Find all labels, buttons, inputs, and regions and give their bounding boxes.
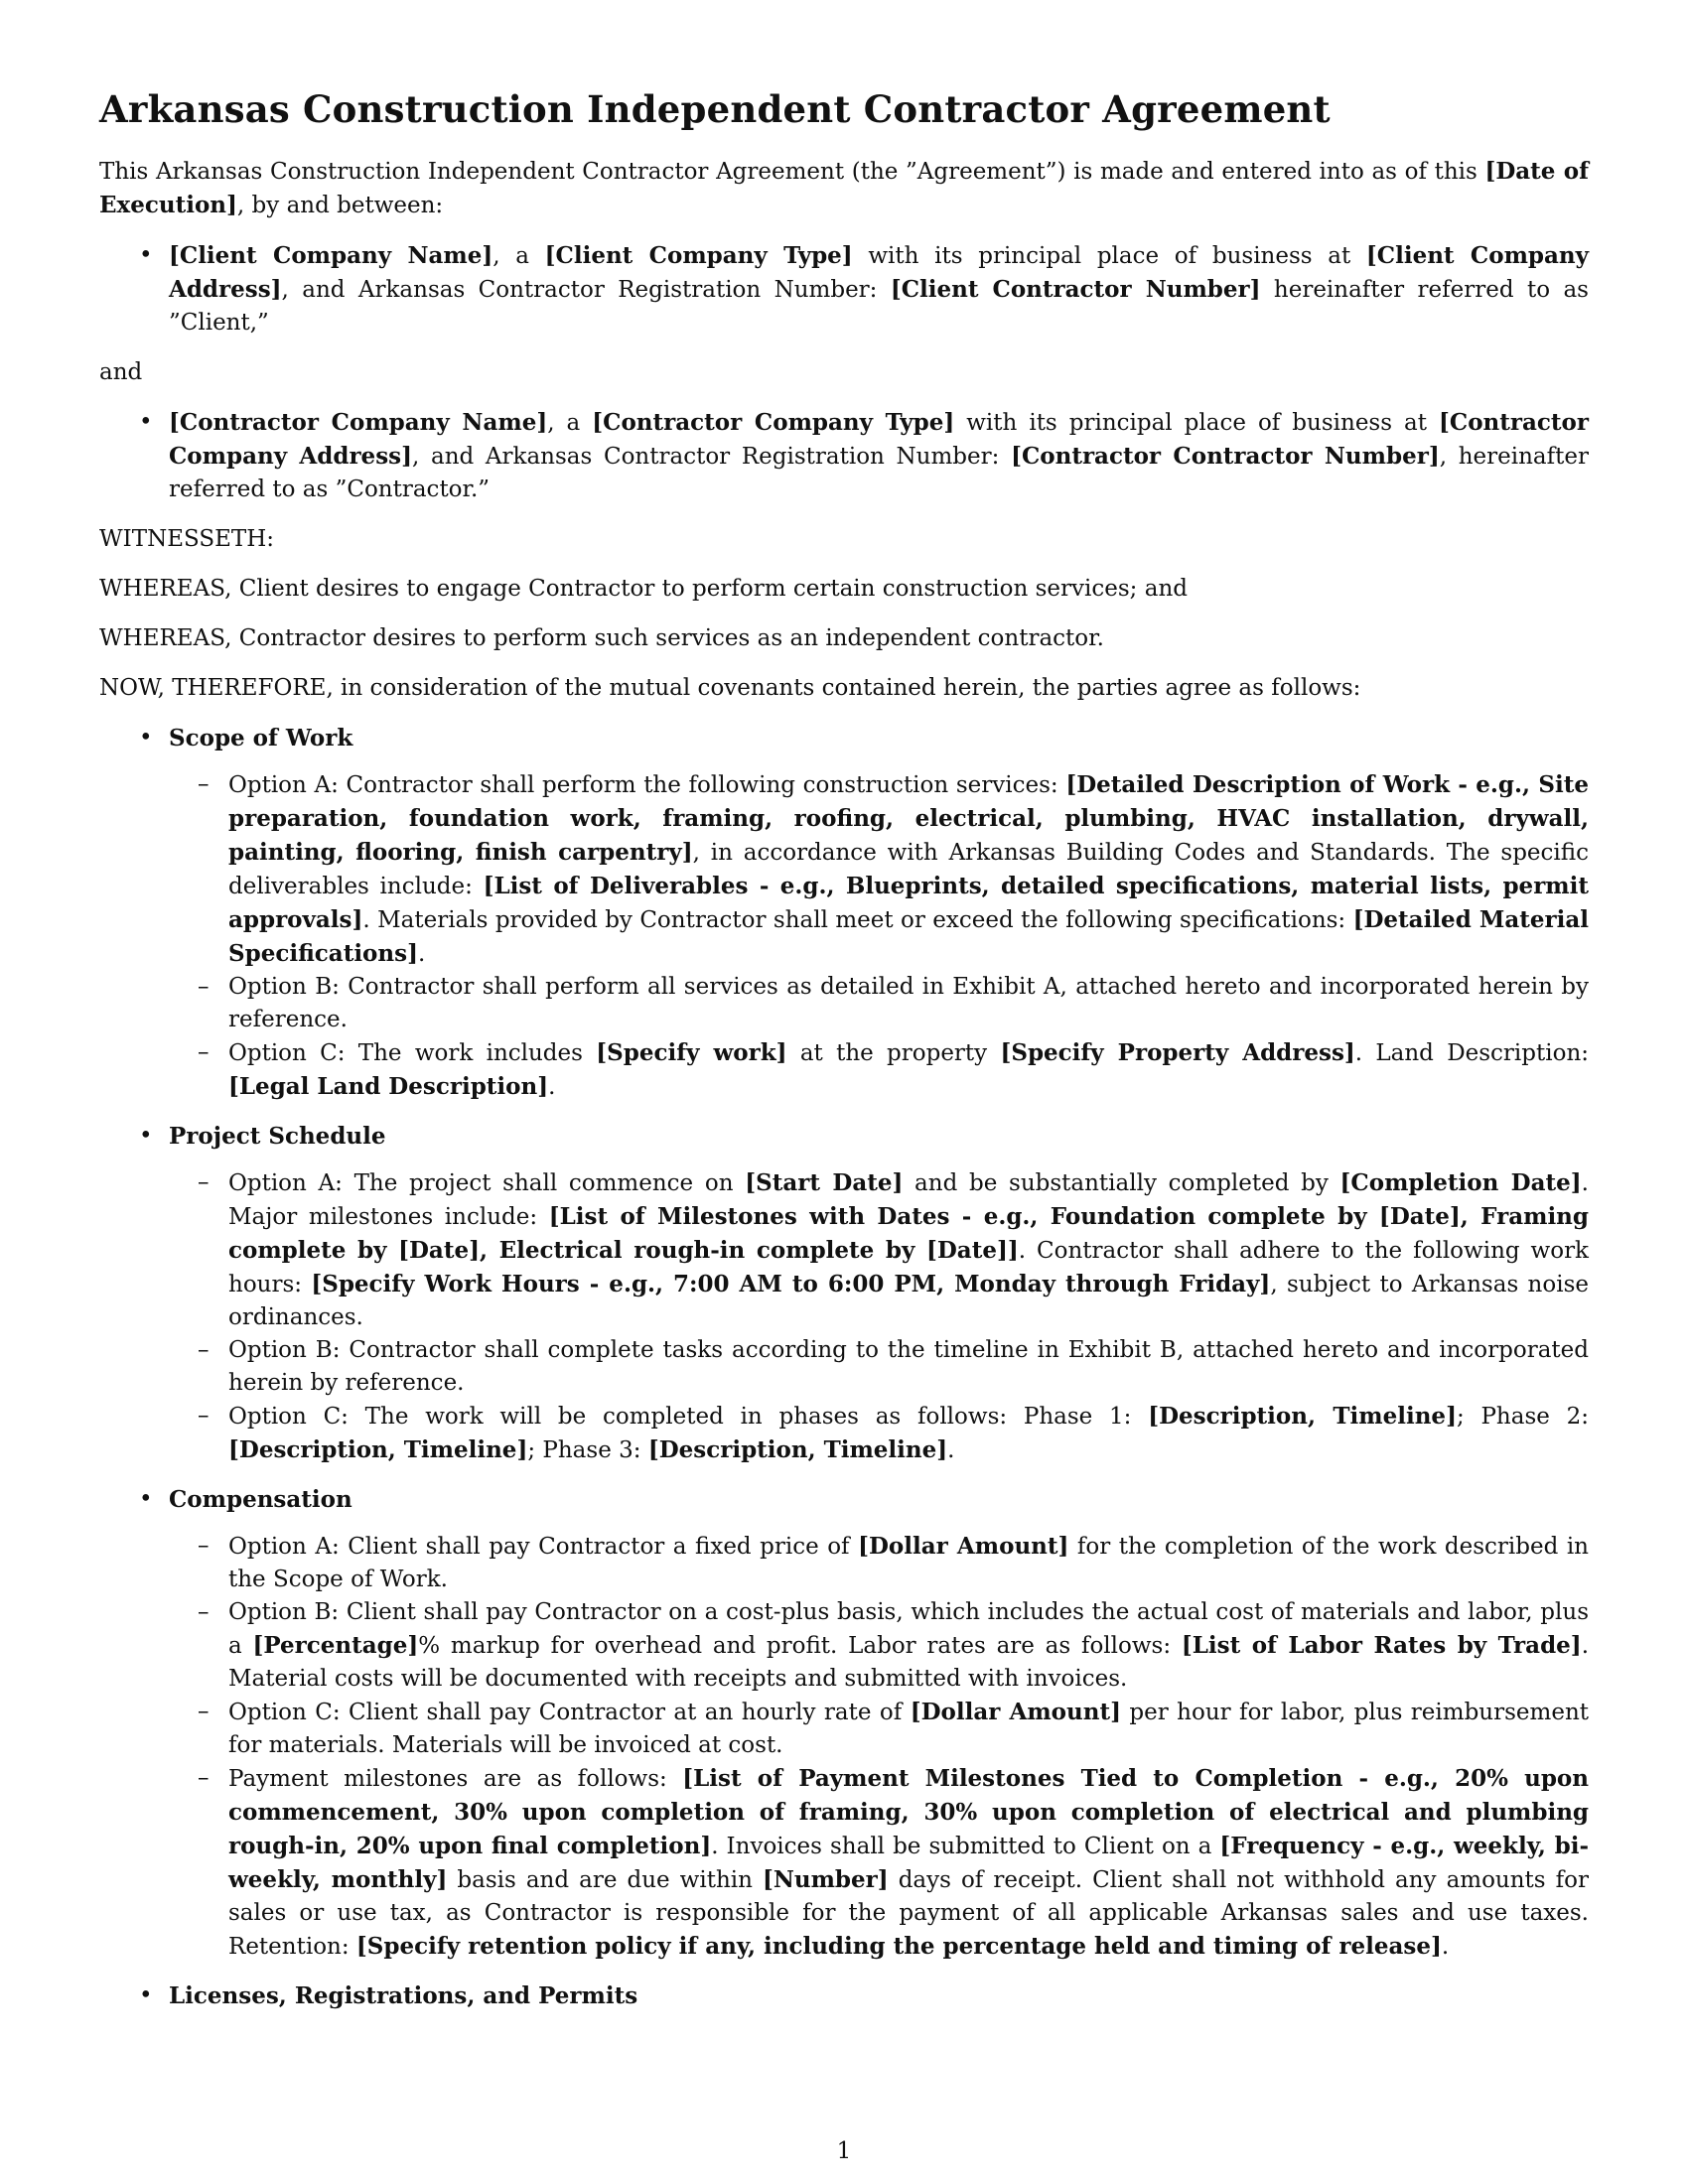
option-item: – Option A: Client shall pay Contractor a fixed price of [Dollar Amount] for the completion of the work described in the Scope of Work. (169, 1530, 1589, 1596)
witnesseth: WITNESSETH: (99, 526, 275, 552)
option-item: – Option B: Contractor shall complete tasks according to the timeline in Exhibit B, attached hereto and incorporated herein by reference. (169, 1334, 1589, 1400)
client-party-list (99, 239, 1589, 340)
options-list (169, 768, 1589, 1104)
option-item: – Option C: The work will be completed in phases as follows: Phase 1: [Description, Timeline]; Phase 2: [Description, Timeline]; Phase 3: [Description, Timeline]. (169, 1400, 1589, 1467)
options-list (169, 1166, 1589, 1467)
option-item: – Option C: The work includes [Specify work] at the property [Specify Property Address]. Land Description: [Legal Land Description]. (169, 1036, 1589, 1104)
option-item: – Option C: Client shall pay Contractor at an hourly rate of [Dollar Amount] per hour for labor, plus reimbursement for materials. Materials will be invoiced at cost. (169, 1696, 1589, 1762)
document-content (99, 85, 1589, 2028)
section-scope-of-work (99, 722, 1589, 1104)
client-party: • [Client Company Name], a [Client Company Type] with its principal place of business at [Client Company Address], and Arkansas Contractor Registration Number: [Client Contractor Number] hereinafter referred to as ”Client,” (99, 239, 1589, 340)
section-licenses (99, 1979, 1589, 2012)
option-item: – Option B: Contractor shall perform all services as detailed in Exhibit A, attached hereto and incorporated herein by reference. (169, 971, 1589, 1036)
whereas-2: WHEREAS, Contractor desires to perform such services as an independent contractor. (99, 625, 1104, 651)
option-item: – Payment milestones are as follows: [List of Payment Milestones Tied to Completion - e.g., 20% upon commencement, 30% upon completion of framing, 30% upon completion of electrical and plumbing rough-in, 20% upon final completion]. Invoices shall be submitted to Client on a [Frequency - e.g., weekly, bi-weekly, monthly] basis and are due within [Number] days of receipt. Client shall not withhold any amounts for sales or use tax, as Contractor is responsible for the payment of all applicable Arkansas sales and use taxes. Retention: [Specify retention policy if any, including the percentage held and timing of release]. (169, 1762, 1589, 1964)
section-title: • Project Schedule (169, 1123, 386, 1150)
document-title: Arkansas Construction Independent Contractor Agreement (99, 87, 1331, 131)
contractor-party: • [Contractor Company Name], a [Contractor Company Type] with its principal place of business at [Contractor Company Address], and Arkansas Contractor Registration Number: [Contractor Contractor Number], hereinafter referred to as ”Contractor.” (99, 406, 1589, 506)
sections-list (99, 722, 1589, 2012)
whereas-1: WHEREAS, Client desires to engage Contractor to perform certain construction services; and (99, 576, 1188, 602)
option-item: – Option A: The project shall commence on [Start Date] and be substantially completed by [Completion Date]. Major milestones include: [List of Milestones with Dates - e.g., Foundation complete by [Date], Framing complete by [Date], Electrical rough-in complete by [Date]]. Contractor shall adhere to the following work hours: [Specify Work Hours - e.g., 7:00 AM to 6:00 PM, Monday through Friday], subject to Arkansas noise ordinances. (169, 1166, 1589, 1334)
section-title: • Scope of Work (169, 725, 353, 751)
intro-paragraph: This Arkansas Construction Independent Contractor Agreement (the ”Agreement”) is made and entered into as of this [Date of Execution], by and between: (99, 158, 1589, 218)
section-compensation (99, 1483, 1589, 1964)
contractor-party-list (99, 406, 1589, 506)
options-list (169, 1530, 1589, 1964)
section-title: • Compensation (169, 1486, 352, 1513)
option-item: – Option B: Client shall pay Contractor on a cost-plus basis, which includes the actual cost of materials and labor, plus a [Percentage]% markup for overhead and profit. Labor rates are as follows: [List of Labor Rates by Trade]. Material costs will be documented with receipts and submitted with invoices. (169, 1596, 1589, 1696)
page-number: 1 (836, 2138, 852, 2164)
now-therefore: NOW, THEREFORE, in consideration of the mutual covenants contained herein, the parties agree as follows: (99, 675, 1361, 701)
option-item: – Option A: Contractor shall perform the following construction services: [Detailed Description of Work - e.g., Site preparation, foundation work, framing, roofing, electrical, plumbing, HVAC installation, drywall, painting, flooring, finish carpentry], in accordance with Arkansas Building Codes and Standards. The specific deliverables include: [List of Deliverables - e.g., Blueprints, detailed specifications, material lists, permit approvals]. Materials provided by Contractor shall meet or exceed the following specifications: [Detailed Material Specifications]. (169, 768, 1589, 971)
section-project-schedule (99, 1120, 1589, 1467)
section-title: • Licenses, Registrations, and Permits (169, 1982, 638, 2009)
and-text: and (99, 359, 143, 385)
